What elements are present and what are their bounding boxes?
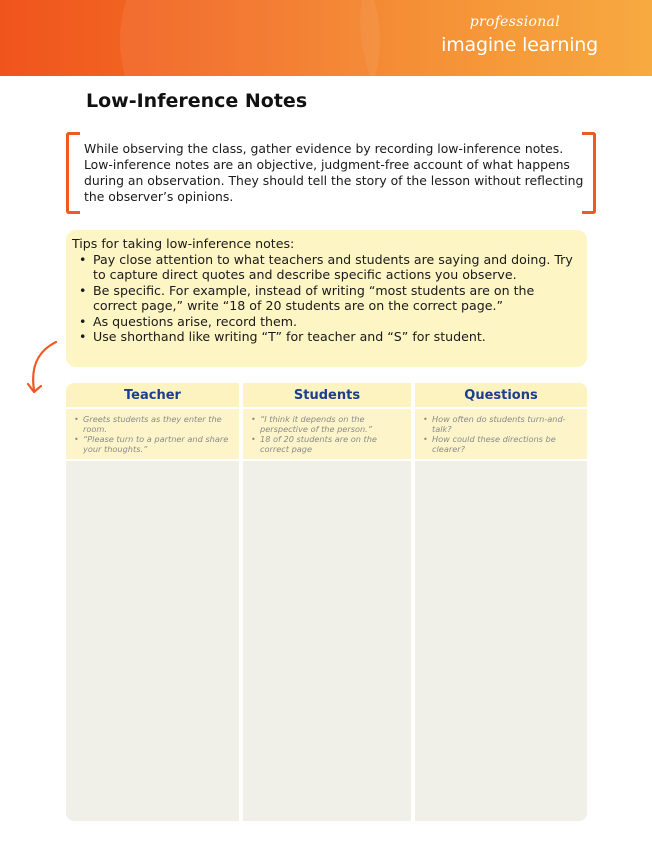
bullet-icon: •	[251, 414, 256, 424]
imagine-learning-logo	[438, 14, 598, 62]
notes-table	[66, 383, 587, 821]
tip-item	[78, 252, 579, 283]
column-header-students: Students	[243, 383, 411, 407]
bullet-icon: •	[423, 434, 428, 444]
bullet-icon: •	[79, 313, 87, 329]
column-header-questions: Questions	[415, 383, 587, 407]
curved-arrow-icon	[26, 338, 60, 400]
bullet-icon: •	[251, 434, 256, 444]
column-header-teacher: Teacher	[66, 383, 239, 407]
intro-box	[66, 132, 596, 214]
tip-text: Be specific. For example, instead of writing “most students are on the correct page,” write “18 of 20 students are on the correct page.”	[93, 282, 535, 313]
left-bracket-icon	[66, 132, 80, 214]
example-item	[74, 414, 233, 434]
teacher-notes-area[interactable]	[66, 461, 239, 821]
questions-notes-area[interactable]	[415, 461, 587, 821]
tips-heading: Tips for taking low-inference notes:	[72, 236, 295, 251]
example-text: How often do students turn-and-talk?	[432, 414, 566, 434]
bullet-icon: •	[79, 251, 87, 267]
example-text: Greets students as they enter the room.	[83, 414, 222, 434]
tip-item	[78, 314, 579, 330]
bullet-icon: •	[423, 414, 428, 424]
example-notes	[66, 409, 239, 459]
example-item	[74, 434, 233, 454]
tip-item	[78, 329, 579, 345]
teacher-column	[66, 383, 239, 821]
students-notes-area[interactable]	[243, 461, 411, 821]
logo-subtitle: professional	[469, 14, 560, 30]
example-notes	[243, 409, 411, 459]
questions-column	[415, 383, 587, 821]
page-title: Low-Inference Notes	[86, 90, 308, 112]
example-notes	[415, 409, 587, 459]
header-swoosh	[120, 0, 380, 76]
bullet-icon: •	[74, 414, 79, 424]
bullet-icon: •	[79, 282, 87, 298]
tip-text: Pay close attention to what teachers and students are saying and doing. Try to capture direct quotes and describe specific actions you observe.	[93, 251, 573, 282]
tips-list	[78, 252, 579, 345]
example-item	[251, 414, 405, 434]
tip-text: Use shorthand like writing “T” for teacher and “S” for student.	[93, 329, 486, 344]
bullet-icon: •	[79, 329, 87, 344]
tip-item	[78, 283, 579, 314]
page-header	[0, 0, 652, 76]
example-text: “I think it depends on the perspective of the person.”	[260, 414, 373, 434]
bullet-icon: •	[74, 434, 79, 444]
students-column	[243, 383, 411, 821]
example-item	[251, 434, 405, 454]
example-text: 18 of 20 students are on the correct page	[260, 434, 377, 454]
intro-text: While observing the class, gather evidence by recording low-inference notes. Low-inference notes are an objective, judgment-free account of what happens during an observation. They should tell the story of the lesson without reflecting the observer’s opinions.	[84, 141, 584, 204]
tips-box	[66, 230, 587, 367]
example-text: How could these directions be clearer?	[432, 434, 556, 454]
example-item	[423, 434, 581, 454]
example-item	[423, 414, 581, 434]
tip-text: As questions arise, record them.	[93, 313, 298, 329]
example-text: “Please turn to a partner and share your thoughts.”	[83, 434, 229, 454]
right-bracket-icon	[582, 132, 596, 214]
logo-wordmark: imagine learning	[441, 34, 598, 56]
